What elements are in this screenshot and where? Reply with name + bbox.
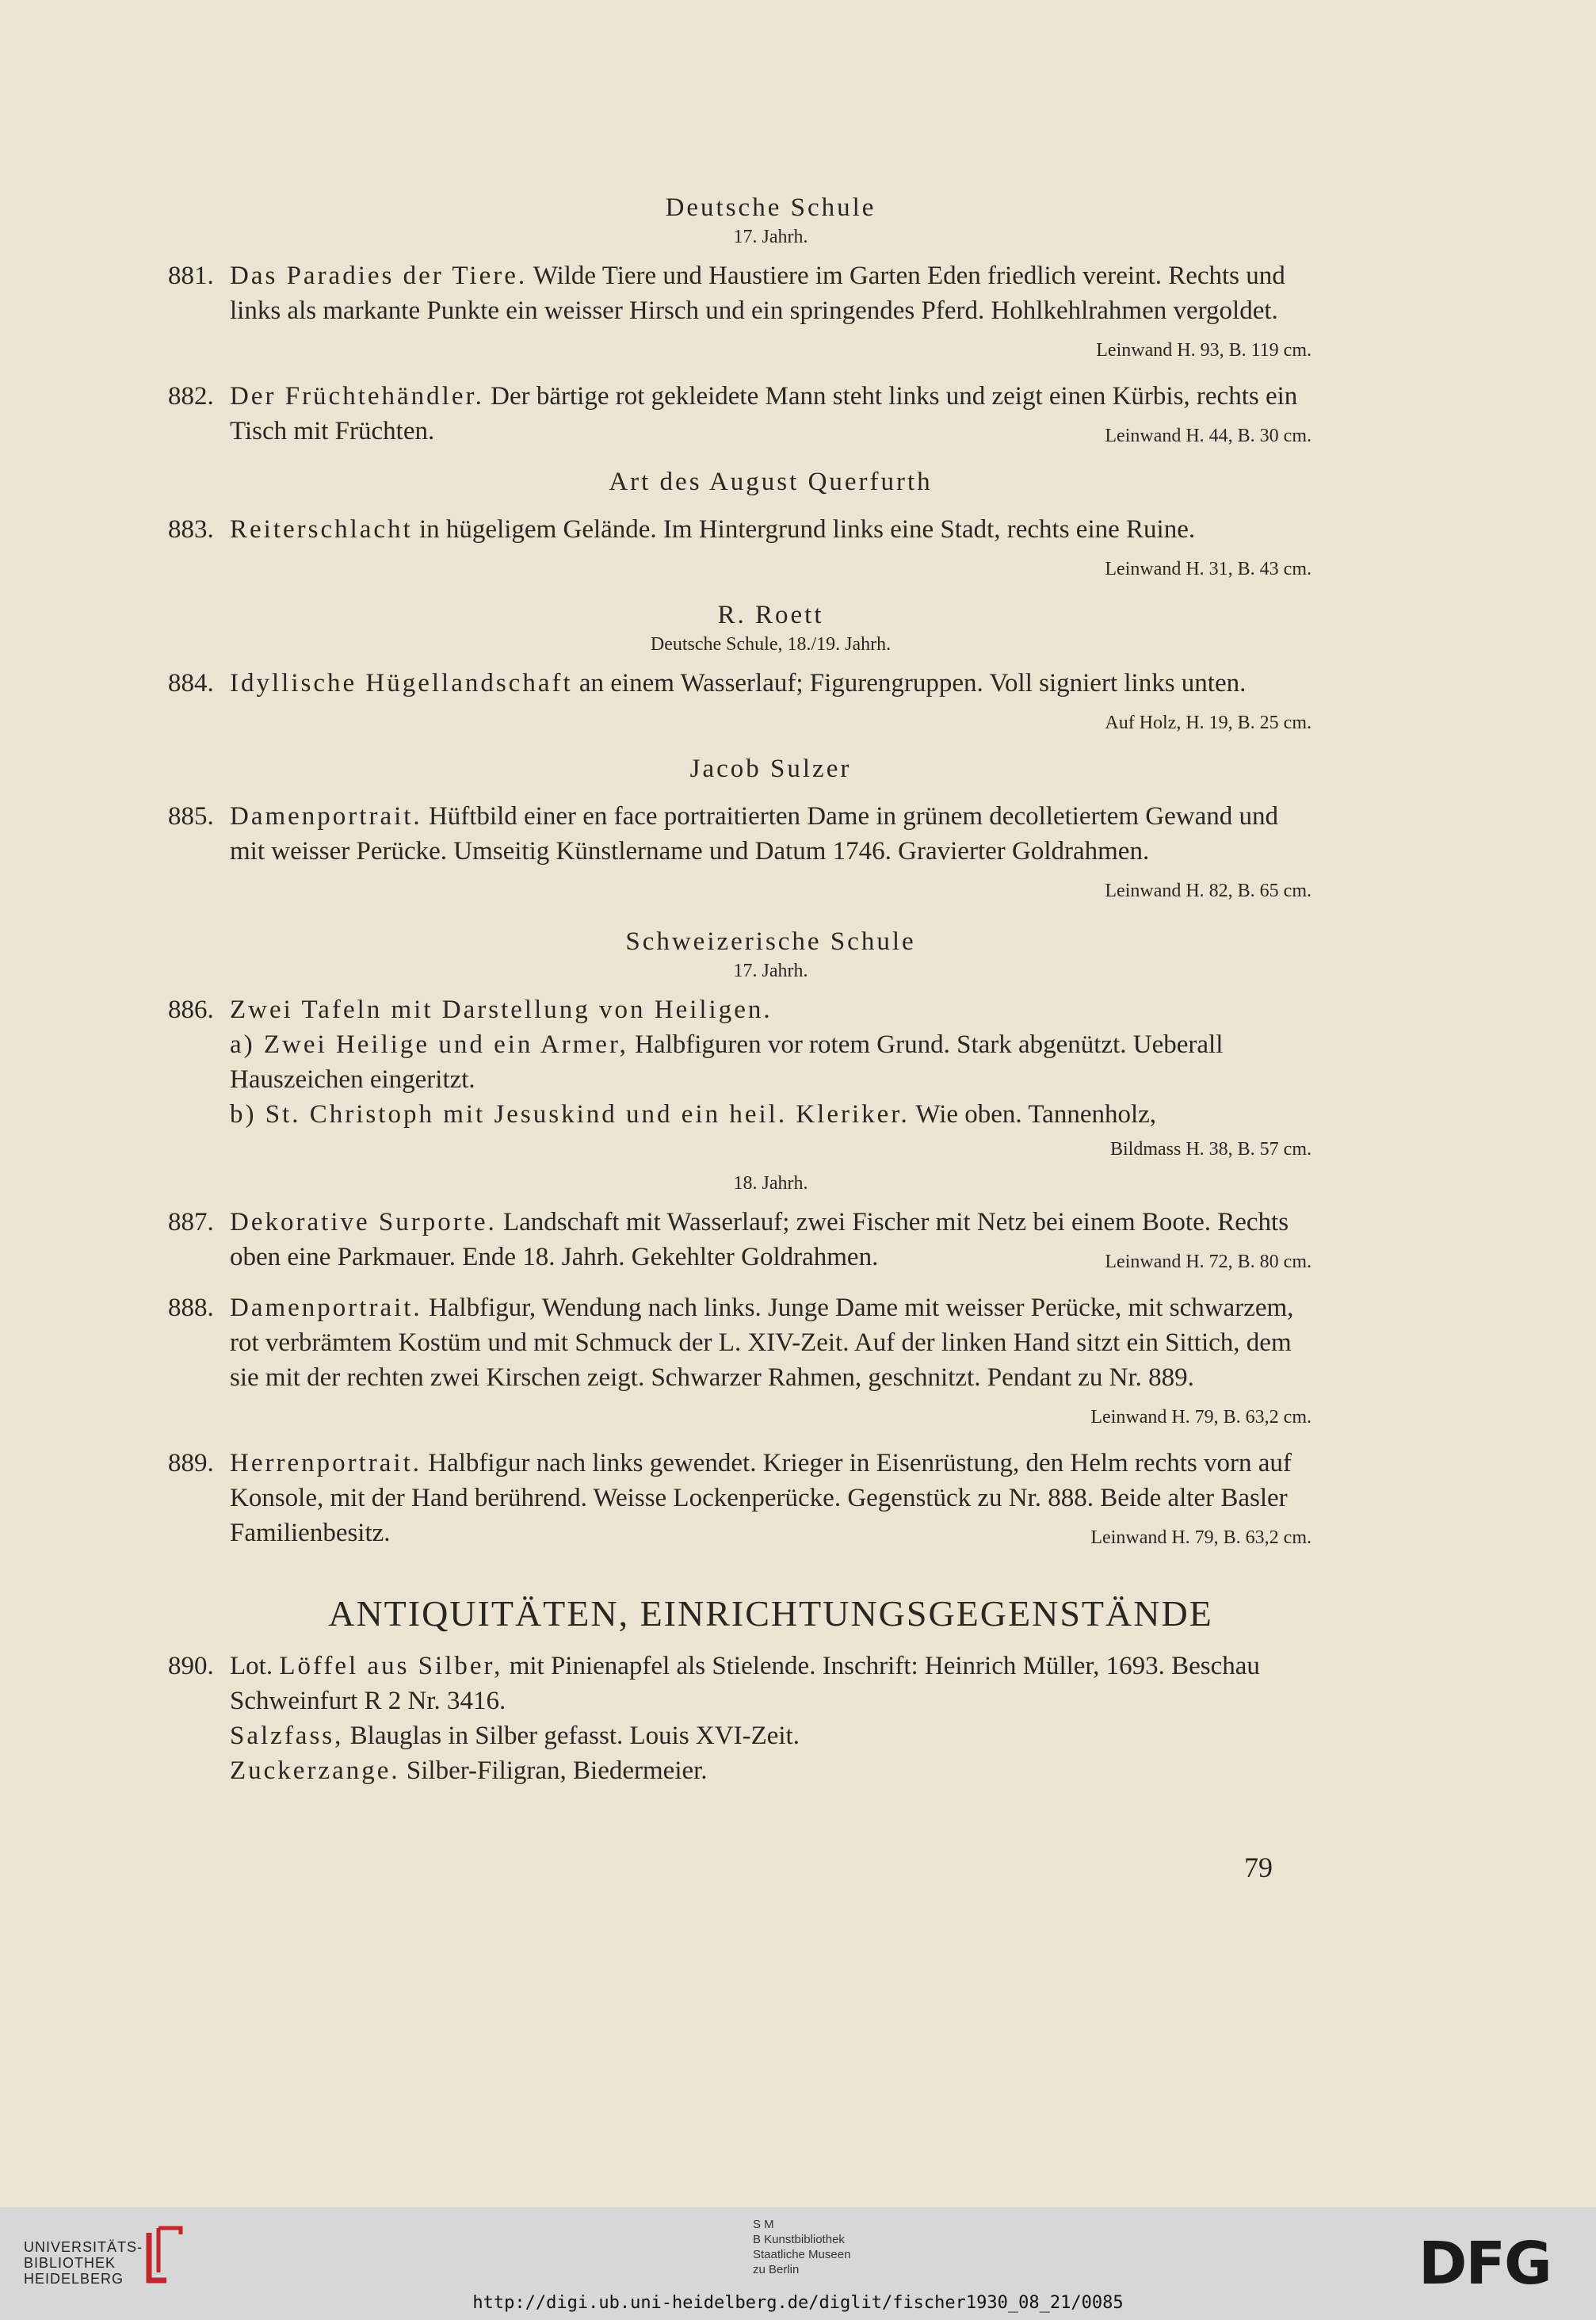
entry-dimensions: Leinwand H. 82, B. 65 cm. [1105, 881, 1312, 901]
entry-title: Dekorative Surporte. [230, 1208, 497, 1236]
entry-text: Der bärtige rot gekleidete Mann steht links und zeigt einen Kürbis, rechts ein Tisch mit Früchten. [230, 382, 1298, 445]
smb-logo-line: zu Berlin [753, 2263, 800, 2276]
entry-number: 887. [168, 1208, 214, 1236]
artist-heading: Art des August Querfurth [609, 468, 933, 496]
dfg-logo[interactable]: DFG [1418, 2230, 1551, 2298]
entry-number: 883. [168, 515, 214, 544]
entry-text-b: Wie oben. Tannenholz, [909, 1100, 1157, 1129]
smb-logo-line: B Kunstbibliothek [753, 2233, 845, 2246]
catalog-entry-884 [168, 666, 1312, 740]
entry-text: an einem Wasserlauf; Figurengruppen. Voll signiert links unten. [572, 669, 1247, 698]
entry-number: 889. [168, 1449, 214, 1477]
catalog-entry-885 [168, 799, 1312, 908]
entry-text: mit Pinienapfel als Stielende. Inschrift: Heinrich Müller, 1693. Beschau Schweinfurt R 2 Nr. 3416. [230, 1652, 1260, 1715]
catalog-entry-889 [168, 1446, 1312, 1555]
entry-dimensions: Leinwand H. 93, B. 119 cm. [1096, 340, 1312, 361]
entry-title: Zwei Tafeln mit Darstellung von Heiligen. [230, 996, 773, 1024]
section-subheading: 17. Jahrh. [733, 227, 808, 247]
logo-text-line: HEIDELBERG [24, 2271, 124, 2287]
entry-text: Halbfigur nach links gewendet. Krieger in Eisenrüstung, den Helm rechts vorn auf Konsole, mit der Hand berührend. Weisse Lockenperücke. Gegenstück zu Nr. 888. Beide alter Basler Familienbesitz. [230, 1449, 1292, 1547]
artist-subheading: Deutsche Schule, 18./19. Jahrh. [650, 634, 892, 655]
entry-dimensions: Leinwand H. 79, B. 63,2 cm. [1090, 1527, 1312, 1548]
entry-item-text: Silber-Filigran, Biedermeier. [399, 1756, 708, 1785]
entry-dimensions: Auf Holz, H. 19, B. 25 cm. [1105, 713, 1312, 733]
smb-logo-line: S M [753, 2218, 774, 2231]
entry-item-title: Salzfass, [230, 1722, 344, 1750]
entry-text: Landschaft mit Wasserlauf; zwei Fischer mit Netz bei einem Boote. Rechts oben eine Parkmauer. Ende 18. Jahrh. Gekehlter Goldrahmen. [230, 1208, 1289, 1271]
section-subheading: 18. Jahrh. [733, 1173, 808, 1194]
entry-number: 886. [168, 996, 214, 1024]
entry-dimensions: Leinwand H. 72, B. 80 cm. [1105, 1252, 1312, 1272]
ub-logo-icon [143, 2225, 186, 2288]
logo-text-line: BIBLIOTHEK [24, 2255, 116, 2271]
permalink-url[interactable]: http://digi.ub.uni-heidelberg.de/diglit/fischer1930_08_21/0085 [472, 2293, 1124, 2313]
entry-title: Der Früchtehändler. [230, 382, 484, 411]
artist-heading: Jacob Sulzer [689, 755, 852, 783]
catalog-entry-888 [168, 1290, 1312, 1435]
catalog-entry-883 [168, 512, 1312, 587]
entry-title: Das Paradies der Tiere. [230, 262, 528, 290]
catalog-entry-886 [168, 992, 1312, 1167]
entry-title: Idyllische Hügellandschaft [230, 669, 573, 698]
entry-item-text: Blauglas in Silber gefasst. Louis XVI-Zeit. [343, 1722, 800, 1750]
entry-number: 882. [168, 382, 214, 411]
entry-dimensions: Leinwand H. 31, B. 43 cm. [1105, 559, 1312, 579]
section-title-antiquitaeten: ANTIQUITÄTEN, EINRICHTUNGSGEGENSTÄNDE [328, 1593, 1213, 1634]
ub-heidelberg-logo[interactable] [24, 2239, 143, 2287]
smb-logo[interactable] [753, 2217, 850, 2277]
entry-title: Damenportrait. [230, 1294, 422, 1322]
entry-text-a: Halbfiguren vor rotem Grund. Stark abgenützt. Ueberall Hauszeichen eingeritzt. [230, 1030, 1224, 1094]
entry-item-title: Zuckerzange. [230, 1756, 400, 1785]
entry-title: Herrenportrait. [230, 1449, 422, 1477]
logo-text-line: UNIVERSITÄTS- [24, 2239, 143, 2255]
section-subheading: 17. Jahrh. [733, 961, 808, 981]
viewer-footer [0, 2207, 1596, 2320]
entry-dimensions: Leinwand H. 79, B. 63,2 cm. [1090, 1407, 1312, 1428]
entry-subtitle-a: a) Zwei Heilige und ein Armer, [230, 1030, 628, 1059]
entry-number: 888. [168, 1294, 214, 1322]
entry-number: 884. [168, 669, 214, 698]
catalog-content [168, 190, 1312, 1799]
catalog-entry-882 [168, 379, 1312, 453]
entry-text: Halbfigur, Wendung nach links. Junge Dame mit weisser Perücke, mit schwarzem, rot verbrämtem Kostüm und mit Schmuck der L. XIV-Zeit. Auf der linken Hand sitzt ein Sittich, dem sie mit der rechten zwei Kirschen zeigt. Schwarzer Rahmen, geschnitzt. Pendant zu Nr. 889. [230, 1294, 1294, 1392]
entry-lot-label: Lot. [230, 1652, 280, 1680]
artist-heading: R. Roett [717, 601, 824, 629]
entry-dimensions: Leinwand H. 44, B. 30 cm. [1105, 426, 1312, 446]
entry-number: 881. [168, 262, 214, 290]
entry-title: Damenportrait. [230, 802, 422, 831]
entry-title: Löffel aus Silber, [279, 1652, 503, 1680]
entry-title: Reiterschlacht [230, 515, 413, 544]
catalog-entry-890 [168, 1649, 1312, 1788]
section-heading: Schweizerische Schule [625, 927, 916, 956]
smb-logo-line: Staatliche Museen [753, 2248, 851, 2261]
catalog-entry-881 [168, 258, 1312, 368]
entry-subtitle-b: b) St. Christoph mit Jesuskind und ein heil. Kleriker. [230, 1100, 910, 1129]
page-number: 79 [1244, 1852, 1273, 1883]
entry-text: Hüftbild einer en face portraitierten Dame in grünem decolletiertem Gewand und mit weisser Perücke. Umseitig Künstlername und Datum 1746. Gravierter Goldrahmen. [230, 802, 1279, 866]
entry-number: 885. [168, 802, 214, 831]
entry-text: Wilde Tiere und Haustiere im Garten Eden friedlich vereint. Rechts und links als markante Punkte ein weisser Hirsch und ein springendes Pferd. Hohlkehlrahmen vergoldet. [230, 262, 1285, 325]
section-heading: Deutsche Schule [665, 193, 876, 222]
entry-number: 890. [168, 1652, 214, 1680]
entry-dimensions: Bildmass H. 38, B. 57 cm. [1109, 1139, 1312, 1160]
catalog-entry-887 [168, 1205, 1312, 1279]
entry-text: in hügeligem Gelände. Im Hintergrund links eine Stadt, rechts eine Ruine. [412, 515, 1196, 544]
